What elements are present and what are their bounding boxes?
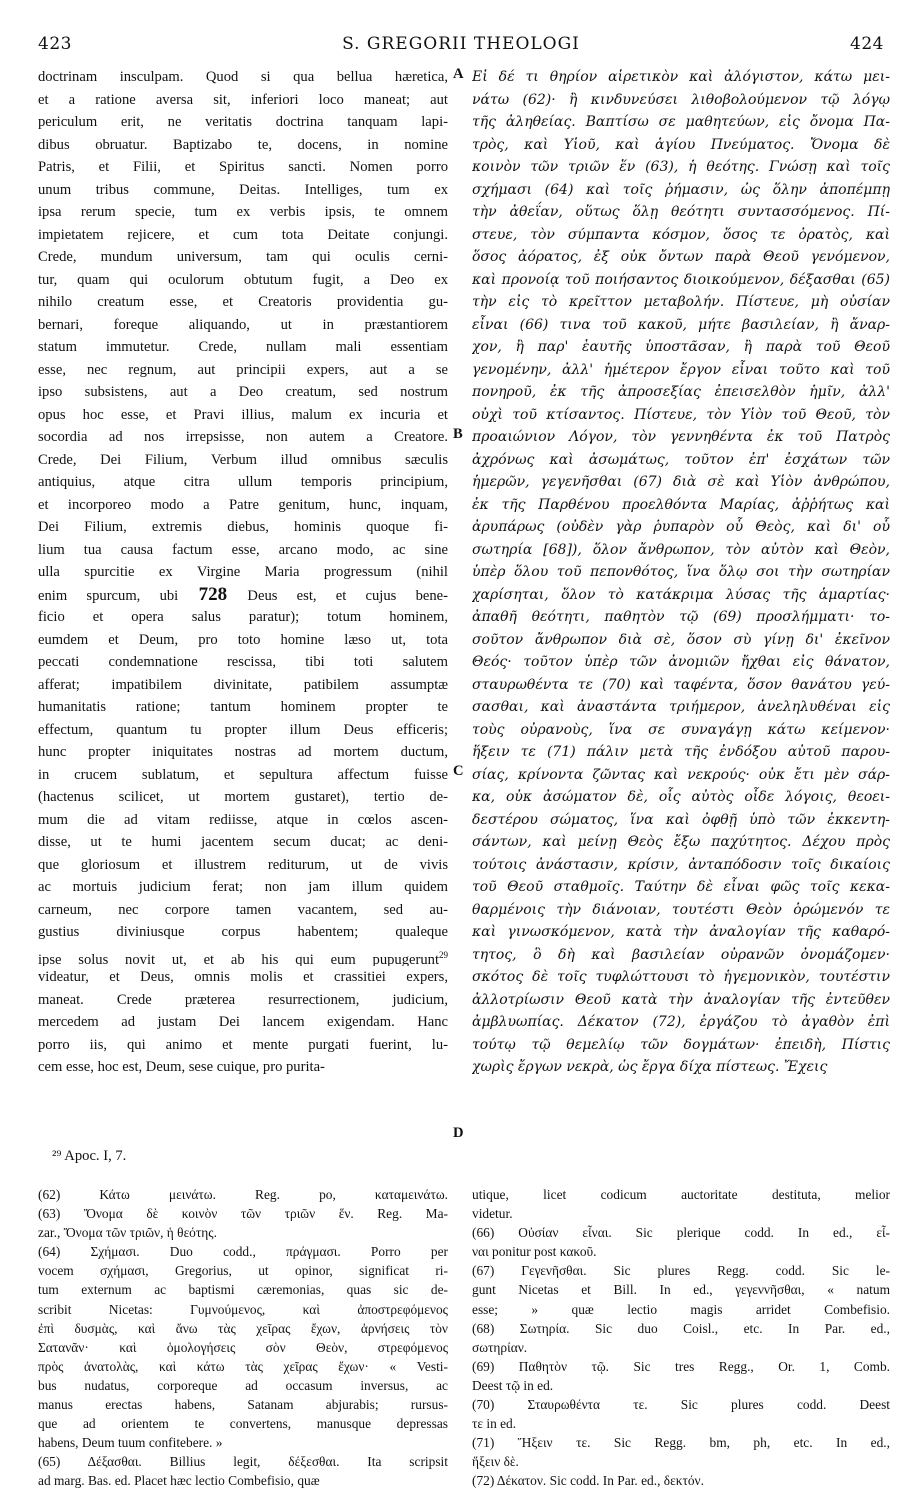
latin-text-line: doctrinam insculpam. Quod si qua bellua hæretica, (38, 69, 448, 85)
critical-note-line: Σατανᾶν· καὶ ὁμολογήσεις σὸν Θεὸν, στρεφόμενος (38, 1339, 448, 1355)
latin-text-line: ipse solus novit ut, et ab his qui eum pupugerunt$^{29}$ (38, 949, 448, 966)
latin-text-line: periculum erit, ne veritatis doctrina tanquam lapi- (38, 114, 448, 130)
critical-note-line: (66) Οὐσίαν εἶναι. Sic plerique codd. In ed., εἶ- (472, 1225, 890, 1241)
latin-text-line: effectum, quantum tu propter illum Deus efficeris; (38, 721, 448, 738)
greek-text-line: ἀπαθῆ θεότητι, παθητὸν τῷ (69) προσλήμματι· το- (472, 609, 890, 625)
greek-text-line: Θεός· τοῦτον ὑπὲρ τῶν ἀνομιῶν ἤχθαι εἰς θάνατον, (472, 654, 890, 670)
latin-text-line: cem esse, hoc est, Deum, sese cuique, pro purita- (38, 1059, 325, 1075)
greek-text-line: χον, ἢ παρ' ἑαυτῆς ὑποστᾶσαν, ἢ παρὰ τοῦ Θεοῦ (472, 339, 890, 355)
critical-note-line: esse; » quæ lectio magis arridet Combefisio. (472, 1301, 890, 1317)
latin-text-line: ipso subsistens, aut a Deo creatum, sed nostrum (38, 384, 448, 400)
greek-text-line: κοινὸν τῶν τριῶν ἕν (63), ἡ θεότης. Γνώσῃ καὶ τοῖς (472, 159, 890, 175)
greek-text-line: σάντων, καὶ μείνῃ Θεὸς ἔξω παχύτητος. Δέχου πρὸς (472, 834, 890, 850)
latin-text-line: in crucem sublatum, et sepultura affectum fuisse (38, 766, 448, 783)
latin-column (38, 66, 448, 1079)
greek-text-line: τητος, ὃ δὴ καὶ βασιλείαν οὐρανῶν ὀνομάζομεν· (472, 946, 890, 963)
critical-note-line: (69) Παθητὸν τῷ. Sic tres Regg., Or. 1, Comb. (472, 1358, 890, 1374)
greek-text-line: ἀρυπάρως (οὐδὲν γὰρ ῥυπαρὸν οὗ Θεὸς, καὶ δι' οὗ (472, 519, 890, 535)
latin-text-line: esse, nec regnum, aut principii expers, aut a se (38, 361, 448, 378)
greek-text-line: σοῦτον ἄνθρωπον διὰ σὲ, ὅσον σὺ γίνῃ δι' ἐκεῖνον (472, 631, 890, 648)
latin-text-line: lium tua causa factum esse, arcano modo, ac sine (38, 541, 448, 558)
greek-text-line: σίας, κρίνοντα ζῶντας καὶ νεκρούς· οὐκ ἔτι μὲν σάρ- (472, 766, 890, 783)
critical-note-line: (63) Ὄνομα δὲ κοινὸν τῶν τριῶν ἕν. Reg. Ma- (38, 1206, 448, 1222)
scripture-footnote: ²⁹ Apoc. I, 7. (52, 1148, 127, 1164)
latin-text-line: socordia ad nos irrepsisse, non autem a Creatore. (38, 429, 448, 445)
critical-note-line: vocem σχήμασι, Gregorius, ut opinor, significat ri- (38, 1263, 448, 1279)
latin-text-line: eumdem et Deum, pro toto homine læso ut, tota (38, 631, 448, 648)
greek-text-line: ἀλλοτρίωσιν Θεοῦ κατὰ τὴν ἀναλογίαν τῆς ἐντεῦθεν (472, 991, 890, 1008)
latin-text-line: gustius diviniusque corpus habentem; qualeque (38, 924, 448, 940)
latin-text-line: impietatem rejicere, et cum tota Deitate conjungi. (38, 226, 448, 243)
running-header (38, 34, 884, 58)
greek-text-line: κα, οὐκ ἀσώματον δὲ, οἷς αὐτὸς οἶδε λόγοις, θεοει- (472, 789, 890, 805)
greek-text-line: πονηροῦ, ἐκ τῆς ἀπροσεξίας ἐπεισελθὸν ἡμῖν, ἀλλ' (472, 384, 890, 400)
critical-note-line: scribit Nicetas: Γυμνούμενος, καὶ ἀποστρεφόμενος (38, 1301, 448, 1317)
latin-text-line: Crede, mundum universum, tam qui oculis cerni- (38, 249, 448, 265)
greek-text-line: ἐκ τῆς Παρθένου προελθόντα Μαρίας, ἀῤῥήτως καὶ (472, 496, 890, 513)
latin-text-line: et incorporeo modo a Patre genitum, hunc, inquam, (38, 496, 448, 513)
greek-text-line: χωρὶς ἔργων νεκρὰ, ὡς ἔργα δίχα πίστεως. Ἔχεις (472, 1059, 828, 1075)
greek-text-line: ἀμβλυωπίας. Δέκατον (72), ἐργάζου τὸ ἀγαθὸν ἐπὶ (472, 1014, 890, 1030)
critical-note-line: videtur. (472, 1206, 513, 1222)
latin-text-line: porro iis, qui animo et mente purgati fuerint, lu- (38, 1036, 448, 1053)
critical-note-line: ἐπὶ δυσμὰς, καὶ ἄνω τὰς χεῖρας ἔχων, ἀρνήσεις τὸν (38, 1320, 448, 1336)
greek-text-line: στευε, τὸν σύμπαντα κόσμον, ὅσος τε ὁρατὸς, καὶ (472, 226, 890, 243)
greek-text-line: Εἰ δέ τι θηρίον αἱρετικὸν καὶ ἀλόγιστον, κάτω μει- (472, 69, 890, 85)
latin-text-line: carneum, nec corpore tamen vacantem, sed au- (38, 901, 448, 918)
latin-text-line: ulla spurcitie ex Virgine Maria progressum (nihil (38, 564, 448, 580)
critical-note-line: σωτηρίαν. (472, 1339, 528, 1355)
section-marker-c: C (453, 763, 464, 779)
critical-note-line: (67) Γεγενῆσθαι. Sic plures Regg. codd. Sic le- (472, 1263, 890, 1279)
latin-text-line: Dei Filium, extremis diebus, hominis quoque fi- (38, 519, 448, 535)
latin-text-line: (hactenus scilicet, ut mortem gustaret), tertio de- (38, 789, 448, 805)
latin-text-line: maneat. Crede præterea resurrectionem, judicium, (38, 991, 448, 1008)
critical-note-line: (68) Σωτηρία. Sic duo Coisl., etc. In Par. ed., (472, 1320, 890, 1336)
latin-text-line: afferat; impatibilem divinitate, patibilem assumptæ (38, 676, 448, 693)
latin-text-line: ipsa rerum specie, tum ex verbis ipsis, te omnem (38, 204, 448, 220)
critical-note-line: manus erectas habens, Satanam abjurabis; rursus- (38, 1397, 448, 1413)
latin-text-line: dibus obruatur. Baptizabo te, docens, in nomine (38, 136, 448, 153)
greek-text-line: εἶναι (66) τινα τοῦ κακοῦ, μήτε βασιλείαν, ἢ ἄναρ- (472, 316, 890, 333)
latin-text-line: unum tribus commune, Deitas. Intelliges, tum ex (38, 181, 448, 198)
notes-right-column (472, 1185, 890, 1491)
greek-text-line: τρὸς, καὶ Υἱοῦ, καὶ ἁγίου Πνεύματος. Ὄνομα δὲ (472, 136, 890, 153)
greek-text-line: τῆς ἀληθείας. Βαπτίσω σε μαθητεύων, εἰς ὄνομα Πα- (472, 114, 890, 130)
greek-text-line: ὑπὲρ ὅλου τοῦ πεπονθότος, ἵνα ὅλῳ σοι τὴν σωτηρίαν (472, 564, 890, 580)
latin-text-line: Crede, Dei Filium, Verbum illud omnibus sæculis (38, 451, 448, 468)
latin-text-line: tur, quam qui oculorum obtutum fugit, a Deo ex (38, 271, 448, 288)
critical-note-line: utique, licet codicum auctoritate destituta, melior (472, 1187, 890, 1202)
greek-text-line: χαρίσηται, ὅλον τὸ κατάκριμα λύσας τῆς ἁμαρτίας· (472, 586, 890, 603)
greek-text-line: σασθαι, καὶ ἀναστάντα τριήμερον, ἀνεληλυθέναι εἰς (472, 699, 890, 715)
latin-text-line: videatur, et Deus, omnis molis et crassitiei expers, (38, 969, 448, 985)
critical-note-line: (62) Κάτω μεινάτω. Reg. po, καταμεινάτω. (38, 1187, 448, 1202)
greek-text-line: ἥξειν τε (71) πάλιν μετὰ τῆς ἐνδόξου αὐτοῦ παρου- (472, 744, 890, 760)
greek-text-line: σχήμασι (64) καὶ τοῖς ῥήμασιν, ὡς ὅλην ἀποπέμπῃ (472, 181, 890, 198)
left-page-number: 423 (38, 34, 72, 54)
critical-note-line: bus nudatus, corporeque ad occasum inversus, ac (38, 1377, 448, 1393)
footnote-superscript: 29 (439, 949, 448, 960)
greek-text-line: ἀχρόνως καὶ ἀσωμάτως, τοῦτον ἐπ' ἐσχάτων τῶν (472, 451, 890, 468)
latin-text-line: et a ratione aversa sit, inferiori loco maneat; aut (38, 91, 448, 108)
greek-text-line: θαρμένοις τὴν διάνοιαν, τουτέστι Θεὸν ὁρώμενόν τε (472, 901, 890, 918)
greek-text-line: σωτηρία [68]), ὅλον ἄνθρωπον, τὸν αὐτὸν καὶ Θεὸν, (472, 541, 890, 558)
running-title: S. GREGORII THEOLOGI (342, 34, 580, 54)
latin-text-line: hunc propter iniquitates nostras ad mortem ductum, (38, 744, 448, 760)
critical-note-line: ad marg. Bas. ed. Placet hæc lectio Combefisio, quæ (38, 1473, 320, 1489)
greek-text-line: προαιώνιον Λόγον, τὸν γεννηθέντα ἐκ τοῦ Πατρὸς (472, 429, 890, 445)
critical-note-line: zar., Ὄνομα τῶν τριῶν, ἡ θεότης. (38, 1225, 217, 1241)
greek-text-line: σκότος δὲ τοῖς τυφλώττουσι τὸ ἡγεμονικὸν, τουτέστιν (472, 969, 890, 985)
critical-note-line: gunt Nicetas et Bill. In ed., γεγεννῆσθαι, « natum (472, 1282, 890, 1298)
latin-text-line: disse, ut te humi jacentem secum ducat; ac deni- (38, 834, 448, 850)
greek-text-line: ἡμερῶν, γεγενῆσθαι (67) διὰ σὲ καὶ Υἱὸν ἀνθρώπου, (472, 474, 890, 490)
greek-text-line: ὅσος ἀόρατος, ἐξ οὐκ ὄντων παρὰ Θεοῦ γενόμενον, (472, 249, 890, 265)
greek-text-line: τοὺς οὐρανοὺς, ἵνα σε συναγάγῃ κάτω κείμενον· (472, 721, 890, 738)
critical-note-line: (71) Ἥξειν τε. Sic Regg. bm, ph, etc. In ed., (472, 1435, 890, 1451)
critical-note-line: τε in ed. (472, 1416, 517, 1432)
section-marker-d: D (453, 1125, 464, 1141)
greek-text-line: τοῦ Θεοῦ σταθμοῖς. Ταύτην δὲ εἶναι φῶς τοῖς κεκα- (472, 879, 890, 895)
latin-text-line: nihilo creatum esse, et Creatoris providentia gu- (38, 294, 448, 310)
latin-text-line: mercedem ad justam Dei lancem exigendam. Hanc (38, 1014, 448, 1030)
notes-left-column (38, 1185, 448, 1491)
critical-note-line: habens, Deum tuum confitebere. » (38, 1435, 223, 1451)
critical-note-line: ναι ponitur post κακοῦ. (472, 1244, 597, 1260)
greek-text-line: σταυρωθέντα τε (70) καὶ ταφέντα, ὅσον θανάτου γεύ- (472, 676, 890, 693)
greek-text-line: τὴν ἀθεΐαν, οὕτως ὅλῃ θεότητι συντασσόμενος. Πί- (472, 204, 890, 220)
greek-text-line: καὶ προνοίᾳ τοῦ ποιήσαντος διοικούμενον, δέξασθαι (65) (472, 271, 890, 288)
greek-text-line: δεστέρου σώματος, ἵνα καὶ ὀφθῇ ὑπὸ τῶν ἐκκεντη- (472, 811, 890, 828)
critical-note-line: ἥξειν δὲ. (472, 1454, 519, 1470)
critical-note-line: (65) Δέξασθαι. Billius legit, δέξεσθαι. Ita scripsit (38, 1454, 448, 1470)
greek-text-line: τούτοις ἀνάστασιν, κρίσιν, ἀνταπόδοσιν τοῖς δικαίοις (472, 856, 890, 873)
latin-text-line: ficio et opera salus paratur); totum hominem, (38, 609, 448, 625)
greek-column (472, 66, 890, 1079)
latin-text-line-tail: Deus est, et cujus bene- (247, 587, 448, 604)
latin-text-line: que gloriosum et illustrem rediturum, ut de vivis (38, 856, 448, 873)
greek-text-line: γενομένην, ἀλλ' ἡμέτερον ἔργον εἶναι τοῦτο καὶ τοῦ (472, 361, 890, 378)
latin-text-line: Patris, et Filii, et Spiritus sancti. Nomen porro (38, 159, 448, 175)
latin-text-line: antiquius, atque citra ullum temporis principium, (38, 474, 448, 490)
latin-text-line: enim spurcum, ubi 728 Deus est, et cujus bene- (38, 583, 448, 605)
latin-text-line: mum die ad vitam rediisse, atque in cœlos ascen- (38, 811, 448, 828)
greek-text-line: οὐχὶ τοῦ κτίσαντος. Πίστευε, τὸν Υἱὸν τοῦ Θεοῦ, τὸν (472, 406, 890, 423)
latin-text-line: ac mortuis judicium ferat; non jam illum quidem (38, 879, 448, 895)
critical-note-line: que ad orientem te convertens, manusque depressas (38, 1416, 448, 1432)
greek-text-line: νάτω (62)· ἢ κινδυνεύσει λιθοβολούμενον τῷ λόγῳ (472, 91, 890, 108)
section-marker-a: A (453, 66, 464, 82)
critical-note-line: πρὸς ἀνατολὰς, καὶ κάτω τὰς χεῖρας ἔχων· « Vesti- (38, 1358, 448, 1374)
critical-note-line: (70) Σταυρωθέντα τε. Sic plures codd. Deest (472, 1397, 890, 1413)
latin-text-line: peccati condemnatione rescissa, tibi toti salutem (38, 654, 448, 670)
greek-text-line: τούτῳ τῷ θεμελίῳ τῶν δογμάτων· ἐπειδὴ, Πίστις (472, 1036, 890, 1053)
right-page-number: 424 (850, 34, 884, 54)
critical-note-line: tum externum ac baptismi cæremonias, quas sic de- (38, 1282, 448, 1298)
greek-text-line: τὴν εἰς τὸ κρεῖττον μεταβολήν. Πίστευε, μὴ οὐσίαν (472, 294, 890, 310)
latin-text-line: statum immutetur. Crede, nullam mali essentiam (38, 339, 448, 355)
critical-note-line: (72) Δέκατον. Sic codd. In Par. ed., δεκτόν. (472, 1473, 704, 1489)
latin-text-line: humanitatis ratione; tantum hominem propter te (38, 699, 448, 715)
latin-text-line: bernari, foreque aliquando, ut in præstantiorem (38, 316, 448, 333)
section-marker-b: B (453, 426, 463, 442)
column-reference-number: 728 (178, 583, 248, 605)
greek-text-line: καὶ γινωσκόμενον, κατὰ τὴν ἀναλογίαν τῆς καθαρό- (472, 924, 890, 940)
critical-note-line: Deest τῷ in ed. (472, 1377, 554, 1393)
critical-note-line: (64) Σχήμασι. Duo codd., πράγμασι. Porro per (38, 1244, 448, 1260)
latin-text-line: opus hoc esse, et Pravi illius, malum ex incuria et (38, 406, 448, 423)
